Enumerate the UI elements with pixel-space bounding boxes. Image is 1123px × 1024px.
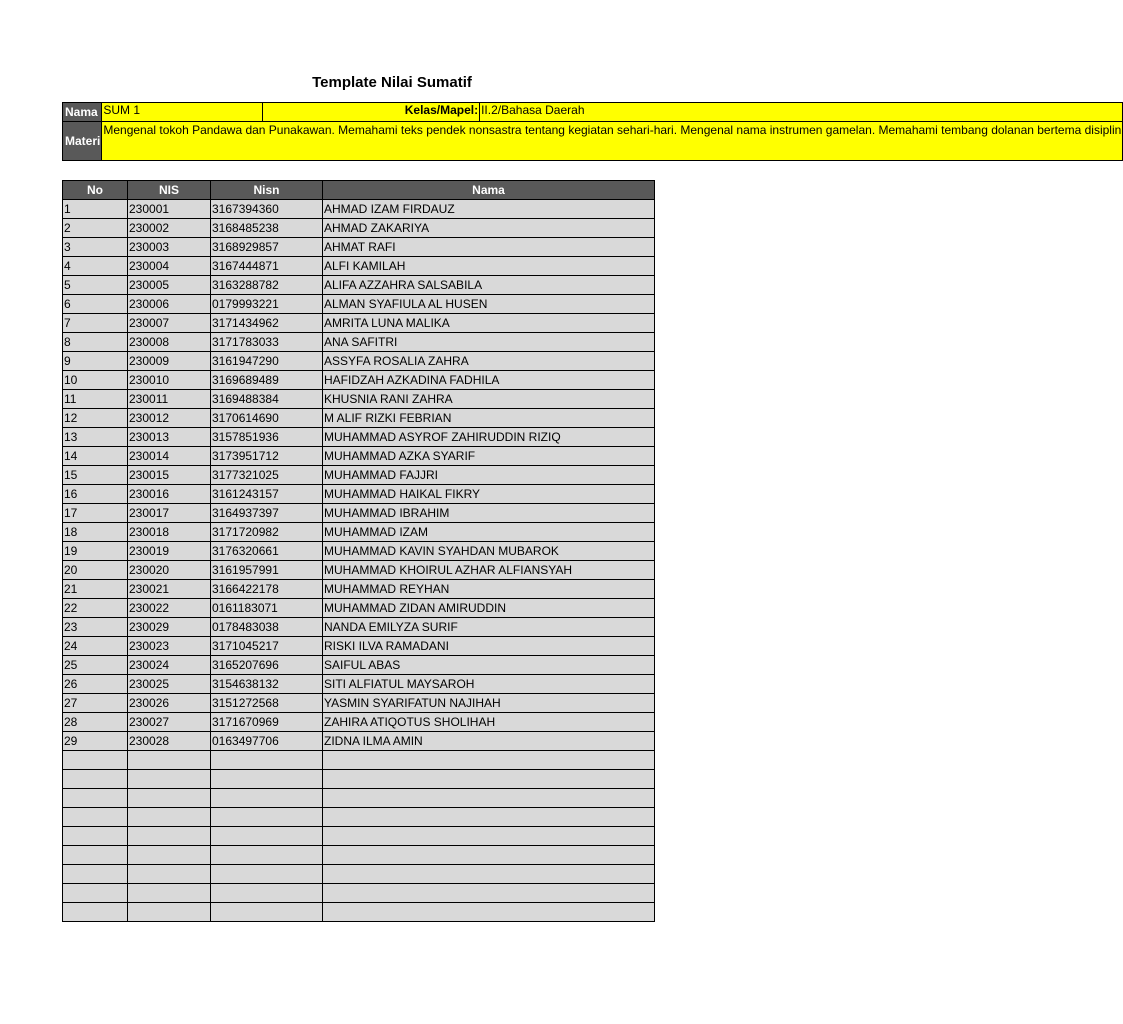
cell-nisn[interactable]: 3167444871	[211, 257, 323, 276]
cell-nisn[interactable]: 3157851936	[211, 428, 323, 447]
cell-no[interactable]: 27	[63, 694, 128, 713]
cell-nisn[interactable]: 0163497706	[211, 732, 323, 751]
table-row	[63, 504, 655, 523]
cell-nis[interactable]: 230009	[128, 352, 211, 371]
cell-nisn[interactable]	[211, 751, 323, 770]
cell-nama[interactable]	[323, 827, 655, 846]
cell-nis[interactable]: 230006	[128, 295, 211, 314]
cell-nisn[interactable]	[211, 846, 323, 865]
table-row	[63, 789, 655, 808]
table-row	[63, 751, 655, 770]
cell-nis[interactable]: 230016	[128, 485, 211, 504]
table-row	[63, 713, 655, 732]
table-row	[63, 637, 655, 656]
cell-nisn[interactable]: 3171720982	[211, 523, 323, 542]
table-row	[63, 257, 655, 276]
cell-no[interactable]	[63, 846, 128, 865]
cell-nisn[interactable]: 3169689489	[211, 371, 323, 390]
kelas-value-cell[interactable]: II.2/Bahasa Daerah	[480, 103, 1123, 122]
table-row	[63, 523, 655, 542]
table-body	[63, 200, 655, 922]
cell-nisn[interactable]: 3168485238	[211, 219, 323, 238]
cell-nisn[interactable]: 3168929857	[211, 238, 323, 257]
cell-nis[interactable]: 230001	[128, 200, 211, 219]
cell-no[interactable]: 5	[63, 276, 128, 295]
cell-no[interactable]: 9	[63, 352, 128, 371]
cell-no[interactable]: 1	[63, 200, 128, 219]
cell-nama[interactable]	[323, 751, 655, 770]
cell-nama[interactable]: ALFI KAMILAH	[323, 257, 655, 276]
cell-no[interactable]: 24	[63, 637, 128, 656]
cell-nama[interactable]: AHMAD IZAM FIRDAUZ	[323, 200, 655, 219]
cell-nama[interactable]: MUHAMMAD HAIKAL FIKRY	[323, 485, 655, 504]
cell-nama[interactable]: KHUSNIA RANI ZAHRA	[323, 390, 655, 409]
cell-nis[interactable]: 230012	[128, 409, 211, 428]
cell-nisn[interactable]: 3151272568	[211, 694, 323, 713]
cell-nama[interactable]: MUHAMMAD ZIDAN AMIRUDDIN	[323, 599, 655, 618]
cell-nis[interactable]: 230027	[128, 713, 211, 732]
cell-nisn[interactable]: 3170614690	[211, 409, 323, 428]
cell-nama[interactable]: MUHAMMAD AZKA SYARIF	[323, 447, 655, 466]
cell-no[interactable]: 2	[63, 219, 128, 238]
table-row	[63, 352, 655, 371]
info-table	[62, 102, 1123, 161]
table-row	[63, 295, 655, 314]
cell-no[interactable]: 11	[63, 390, 128, 409]
cell-nis[interactable]	[128, 808, 211, 827]
cell-nis[interactable]: 230005	[128, 276, 211, 295]
cell-no[interactable]: 15	[63, 466, 128, 485]
cell-nisn[interactable]: 3171783033	[211, 333, 323, 352]
cell-no[interactable]: 25	[63, 656, 128, 675]
cell-nama[interactable]	[323, 865, 655, 884]
cell-nisn[interactable]: 3171434962	[211, 314, 323, 333]
cell-nis[interactable]: 230004	[128, 257, 211, 276]
table-row	[63, 694, 655, 713]
cell-nis[interactable]	[128, 789, 211, 808]
table-row	[63, 428, 655, 447]
cell-nama[interactable]: YASMIN SYARIFATUN NAJIHAH	[323, 694, 655, 713]
cell-nis[interactable]	[128, 903, 211, 922]
cell-no[interactable]: 21	[63, 580, 128, 599]
table-row	[63, 656, 655, 675]
cell-no[interactable]: 6	[63, 295, 128, 314]
cell-no[interactable]	[63, 865, 128, 884]
table-row	[63, 542, 655, 561]
cell-no[interactable]	[63, 808, 128, 827]
cell-nisn[interactable]: 3171670969	[211, 713, 323, 732]
cell-nisn[interactable]: 3167394360	[211, 200, 323, 219]
table-row	[63, 732, 655, 751]
cell-nama[interactable]: MUHAMMAD IZAM	[323, 523, 655, 542]
cell-no[interactable]	[63, 903, 128, 922]
cell-no[interactable]: 12	[63, 409, 128, 428]
cell-nis[interactable]: 230025	[128, 675, 211, 694]
cell-no[interactable]	[63, 751, 128, 770]
cell-nisn[interactable]: 3154638132	[211, 675, 323, 694]
cell-nis[interactable]: 230013	[128, 428, 211, 447]
header-nisn: Nisn	[211, 181, 323, 200]
cell-nisn[interactable]: 3165207696	[211, 656, 323, 675]
nama-label: Nama	[63, 103, 102, 122]
cell-no[interactable]	[63, 884, 128, 903]
cell-nama[interactable]: ALMAN SYAFIULA AL HUSEN	[323, 295, 655, 314]
table-row	[63, 675, 655, 694]
table-row	[63, 865, 655, 884]
cell-no[interactable]: 22	[63, 599, 128, 618]
table-row	[63, 219, 655, 238]
cell-no[interactable]: 4	[63, 257, 128, 276]
cell-no[interactable]: 29	[63, 732, 128, 751]
table-row	[63, 903, 655, 922]
cell-nisn[interactable]: 3171045217	[211, 637, 323, 656]
cell-nisn[interactable]: 3163288782	[211, 276, 323, 295]
cell-nis[interactable]: 230029	[128, 618, 211, 637]
cell-nisn[interactable]: 0161183071	[211, 599, 323, 618]
cell-no[interactable]	[63, 770, 128, 789]
cell-nama[interactable]	[323, 789, 655, 808]
table-row	[63, 409, 655, 428]
cell-nama[interactable]: MUHAMMAD KHOIRUL AZHAR ALFIANSYAH	[323, 561, 655, 580]
cell-no[interactable]: 23	[63, 618, 128, 637]
cell-nisn[interactable]: 3161957991	[211, 561, 323, 580]
cell-nis[interactable]: 230015	[128, 466, 211, 485]
cell-nama[interactable]	[323, 808, 655, 827]
cell-no[interactable]: 7	[63, 314, 128, 333]
cell-nisn[interactable]	[211, 865, 323, 884]
cell-nama[interactable]: SITI ALFIATUL MAYSAROH	[323, 675, 655, 694]
cell-nis[interactable]	[128, 846, 211, 865]
table-row	[63, 333, 655, 352]
cell-no[interactable]: 10	[63, 371, 128, 390]
cell-nis[interactable]: 230014	[128, 447, 211, 466]
kelas-label: Kelas/Mapel:	[263, 103, 480, 122]
cell-nis[interactable]: 230022	[128, 599, 211, 618]
table-row	[63, 846, 655, 865]
cell-nis[interactable]: 230024	[128, 656, 211, 675]
cell-nisn[interactable]: 0178483038	[211, 618, 323, 637]
cell-nama[interactable]	[323, 884, 655, 903]
cell-nis[interactable]	[128, 884, 211, 903]
table-row	[63, 808, 655, 827]
table-header-row	[63, 181, 655, 200]
cell-nisn[interactable]	[211, 789, 323, 808]
cell-nis[interactable]: 230011	[128, 390, 211, 409]
cell-nama[interactable]: MUHAMMAD FAJJRI	[323, 466, 655, 485]
cell-nis[interactable]: 230028	[128, 732, 211, 751]
header-no: No	[63, 181, 128, 200]
cell-nama[interactable]: MUHAMMAD KAVIN SYAHDAN MUBAROK	[323, 542, 655, 561]
cell-nama[interactable]: ALIFA AZZAHRA SALSABILA	[323, 276, 655, 295]
cell-nama[interactable]: AHMAT RAFI	[323, 238, 655, 257]
cell-nis[interactable]: 230017	[128, 504, 211, 523]
table-row	[63, 466, 655, 485]
cell-nisn[interactable]: 3164937397	[211, 504, 323, 523]
table-row	[63, 276, 655, 295]
materi-label: Materi	[63, 122, 102, 161]
cell-nis[interactable]	[128, 751, 211, 770]
cell-nis[interactable]: 230008	[128, 333, 211, 352]
cell-nisn[interactable]	[211, 903, 323, 922]
table-row	[63, 485, 655, 504]
cell-no[interactable]: 16	[63, 485, 128, 504]
cell-no[interactable]: 14	[63, 447, 128, 466]
cell-nama[interactable]: ZIDNA ILMA AMIN	[323, 732, 655, 751]
cell-nis[interactable]: 230026	[128, 694, 211, 713]
cell-nisn[interactable]: 0179993221	[211, 295, 323, 314]
cell-no[interactable]	[63, 789, 128, 808]
cell-nis[interactable]: 230007	[128, 314, 211, 333]
nama-value-cell[interactable]: SUM 1	[102, 103, 263, 122]
table-row	[63, 200, 655, 219]
table-row	[63, 618, 655, 637]
cell-nis[interactable]: 230019	[128, 542, 211, 561]
cell-nis[interactable]: 230003	[128, 238, 211, 257]
cell-nisn[interactable]: 3166422178	[211, 580, 323, 599]
table-row	[63, 884, 655, 903]
cell-no[interactable]: 13	[63, 428, 128, 447]
header-nama: Nama	[323, 181, 655, 200]
cell-nama[interactable]: NANDA EMILYZA SURIF	[323, 618, 655, 637]
cell-nisn[interactable]	[211, 770, 323, 789]
cell-nisn[interactable]: 3169488384	[211, 390, 323, 409]
table-row	[63, 238, 655, 257]
cell-nisn[interactable]: 3173951712	[211, 447, 323, 466]
table-row	[63, 599, 655, 618]
cell-nama[interactable]: MUHAMMAD ASYROF ZAHIRUDDIN RIZIQ	[323, 428, 655, 447]
cell-no[interactable]: 20	[63, 561, 128, 580]
cell-nama[interactable]	[323, 846, 655, 865]
cell-nis[interactable]: 230002	[128, 219, 211, 238]
table-row	[63, 770, 655, 789]
cell-nis[interactable]	[128, 770, 211, 789]
cell-nis[interactable]: 230021	[128, 580, 211, 599]
cell-nama[interactable]: HAFIDZAH AZKADINA FADHILA	[323, 371, 655, 390]
cell-nama[interactable]: AHMAD ZAKARIYA	[323, 219, 655, 238]
materi-value-cell[interactable]: Mengenal tokoh Pandawa dan Punakawan. Memahami teks pendek nonsastra tentang kegiatan sehari-hari. Mengenal nama instrumen gamelan. Memahami tembang dolanan bertema disiplin	[102, 122, 1123, 161]
cell-nisn[interactable]	[211, 884, 323, 903]
cell-nama[interactable]: ANA SAFITRI	[323, 333, 655, 352]
cell-no[interactable]: 28	[63, 713, 128, 732]
cell-nis[interactable]: 230020	[128, 561, 211, 580]
cell-no[interactable]	[63, 827, 128, 846]
table-row	[63, 827, 655, 846]
cell-nama[interactable]	[323, 770, 655, 789]
cell-nis[interactable]: 230010	[128, 371, 211, 390]
cell-nama[interactable]: RISKI ILVA RAMADANI	[323, 637, 655, 656]
page-title: Template Nilai Sumatif	[312, 74, 472, 91]
cell-nisn[interactable]: 3161947290	[211, 352, 323, 371]
cell-nama[interactable]	[323, 903, 655, 922]
cell-no[interactable]: 19	[63, 542, 128, 561]
cell-no[interactable]: 8	[63, 333, 128, 352]
cell-nisn[interactable]: 3176320661	[211, 542, 323, 561]
cell-nama[interactable]: AMRITA LUNA MALIKA	[323, 314, 655, 333]
cell-nis[interactable]	[128, 827, 211, 846]
cell-nama[interactable]: M ALIF RIZKI FEBRIAN	[323, 409, 655, 428]
cell-nis[interactable]: 230018	[128, 523, 211, 542]
student-table	[62, 180, 655, 922]
header-nis: NIS	[128, 181, 211, 200]
table-row	[63, 580, 655, 599]
cell-nama[interactable]: ZAHIRA ATIQOTUS SHOLIHAH	[323, 713, 655, 732]
cell-nisn[interactable]	[211, 808, 323, 827]
cell-nama[interactable]: MUHAMMAD REYHAN	[323, 580, 655, 599]
cell-nisn[interactable]: 3161243157	[211, 485, 323, 504]
cell-nama[interactable]: MUHAMMAD IBRAHIM	[323, 504, 655, 523]
cell-nama[interactable]: ASSYFA ROSALIA ZAHRA	[323, 352, 655, 371]
cell-no[interactable]: 3	[63, 238, 128, 257]
cell-no[interactable]: 18	[63, 523, 128, 542]
cell-nisn[interactable]	[211, 827, 323, 846]
table-row	[63, 561, 655, 580]
table-row	[63, 314, 655, 333]
cell-nama[interactable]: SAIFUL ABAS	[323, 656, 655, 675]
cell-nis[interactable]: 230023	[128, 637, 211, 656]
cell-nisn[interactable]: 3177321025	[211, 466, 323, 485]
table-row	[63, 371, 655, 390]
cell-nis[interactable]	[128, 865, 211, 884]
cell-no[interactable]: 17	[63, 504, 128, 523]
cell-no[interactable]: 26	[63, 675, 128, 694]
table-row	[63, 447, 655, 466]
table-row	[63, 390, 655, 409]
